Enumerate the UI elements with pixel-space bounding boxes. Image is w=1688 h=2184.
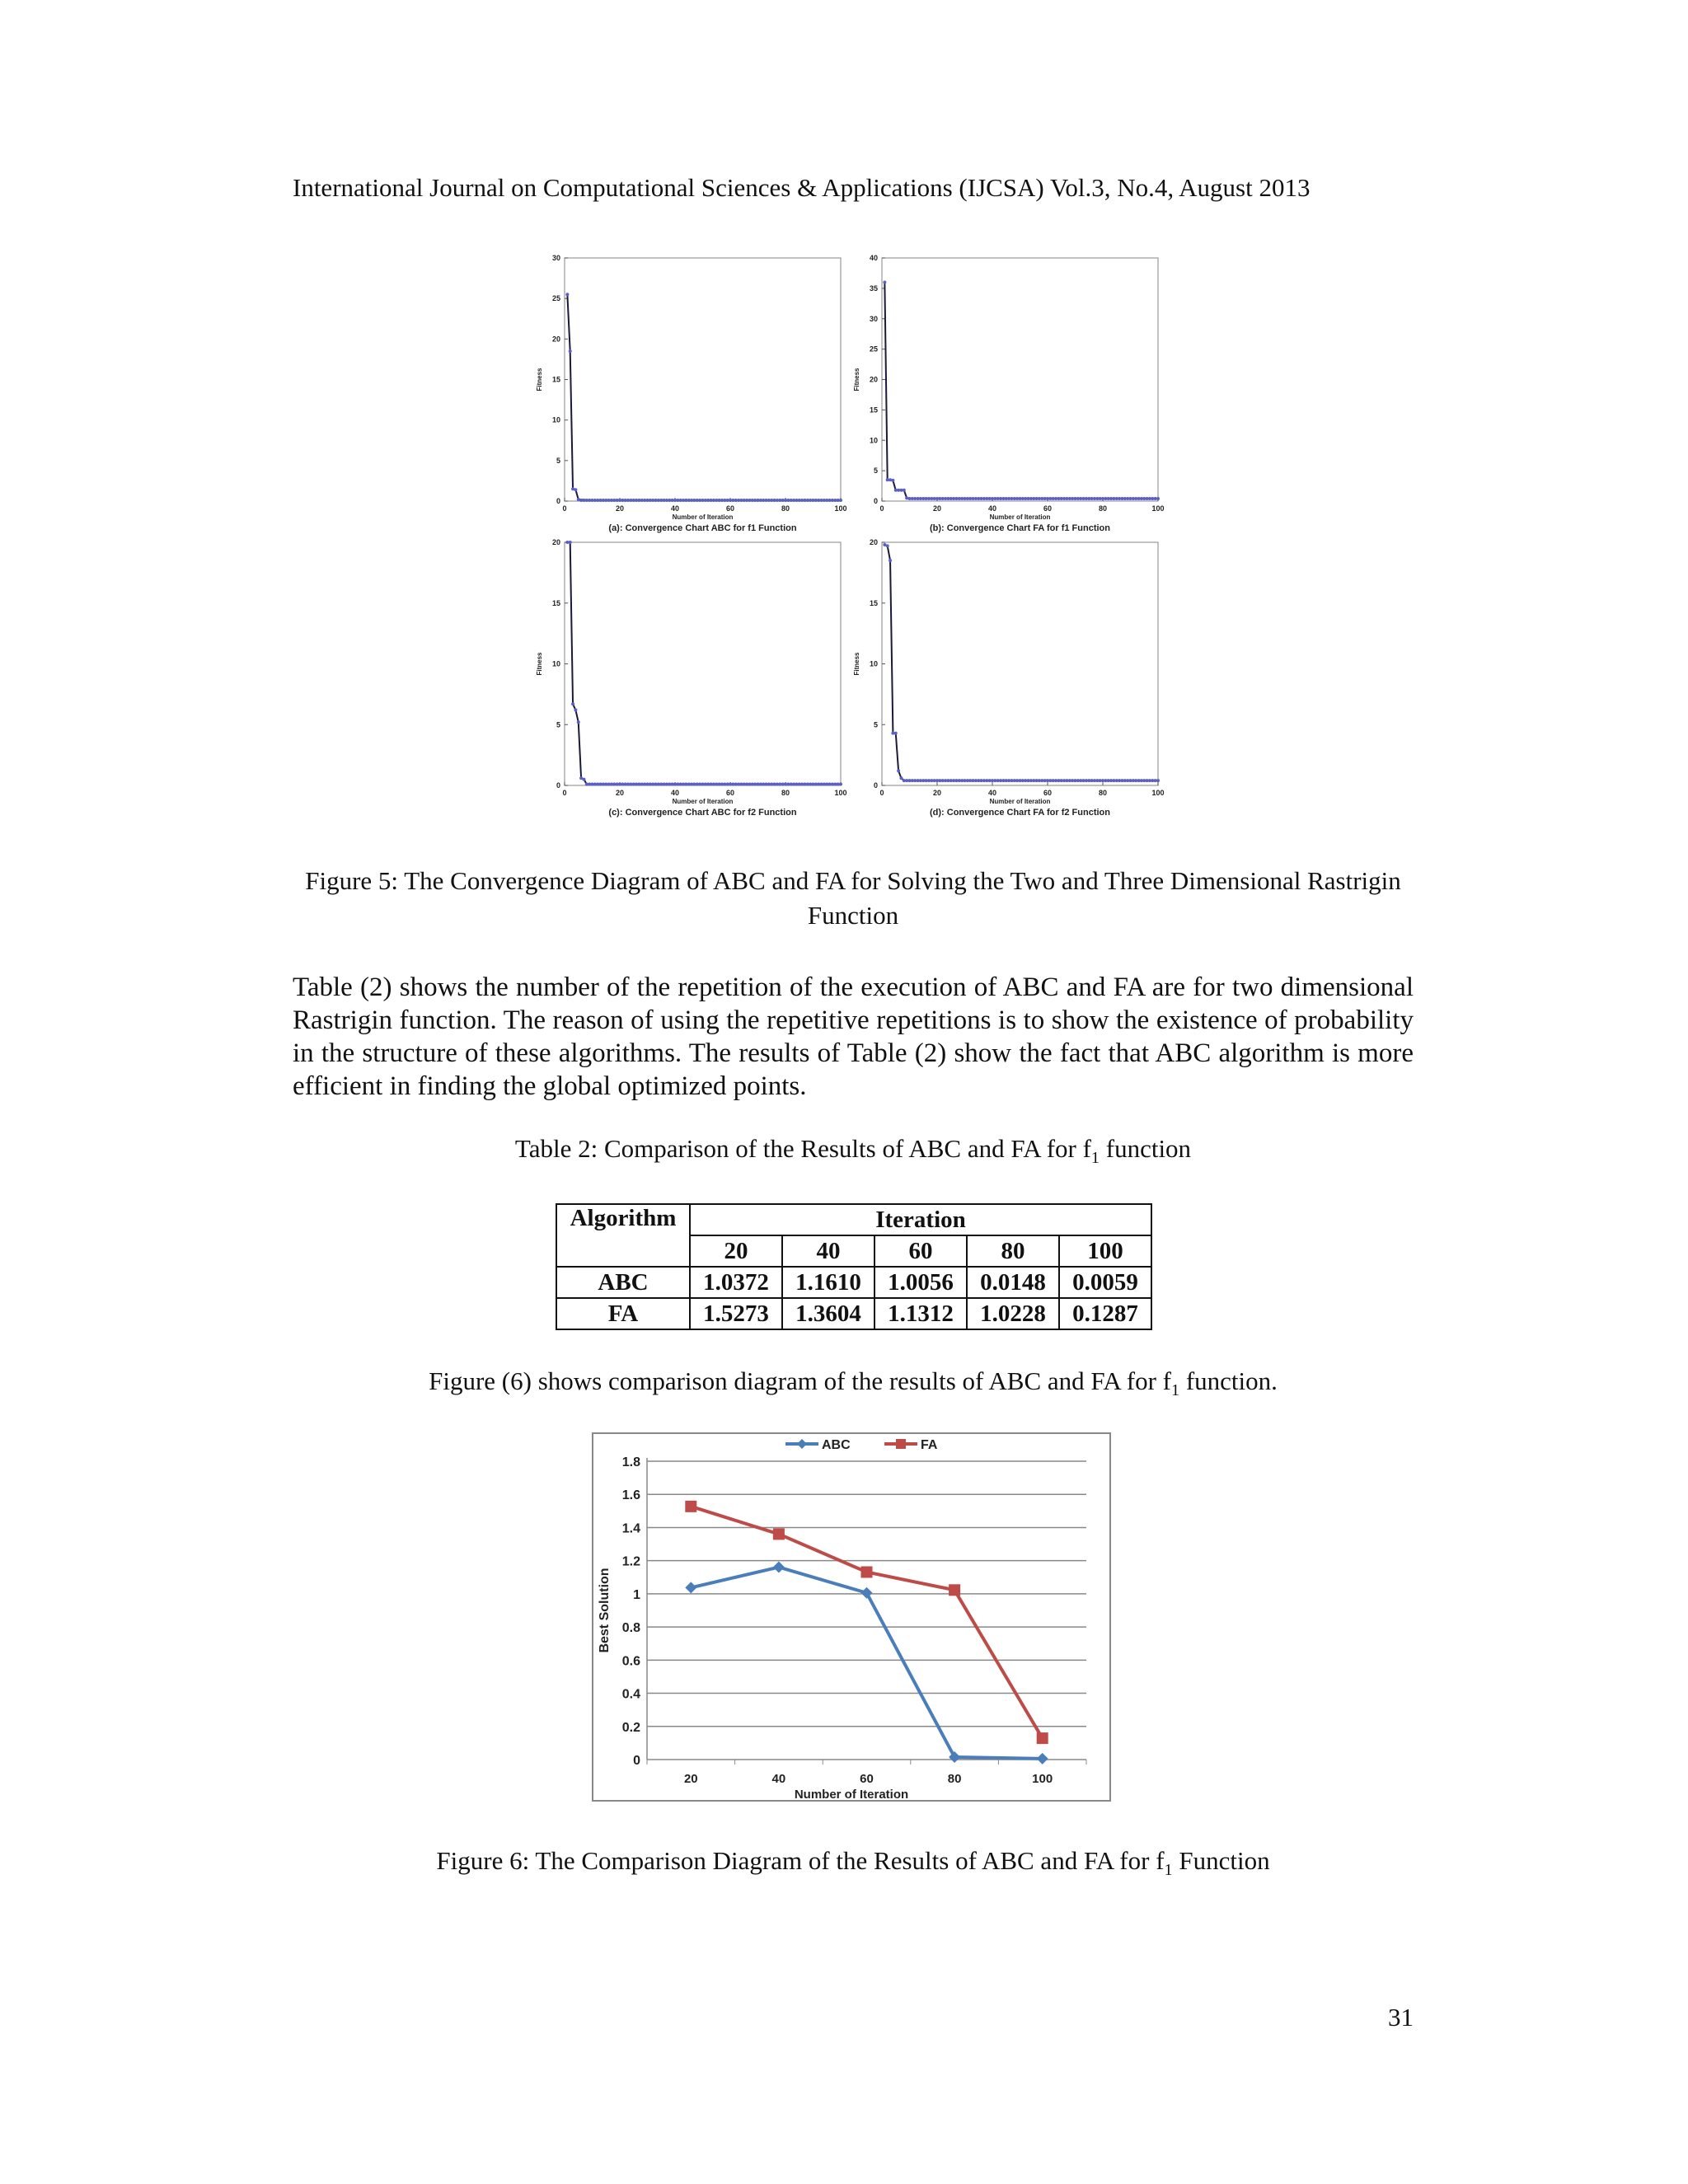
- data-point: [905, 496, 908, 499]
- data-point: [899, 776, 903, 780]
- col-header: 20: [690, 1235, 782, 1267]
- data-point: [891, 479, 894, 482]
- figure-6-chart: [592, 1432, 1115, 1803]
- col-header: 80: [967, 1235, 1059, 1267]
- table-header-row: [556, 1204, 1151, 1235]
- x-tick-label: 20: [615, 789, 625, 797]
- subplot-d: [853, 538, 1165, 818]
- y-tick-label: 30: [551, 254, 560, 262]
- y-tick-label: 10: [869, 659, 878, 668]
- figure-6-reference-text: Figure (6) shows comparison diagram of the results of ABC and FA for f: [429, 1366, 1171, 1395]
- x-tick-label: 100: [834, 789, 847, 797]
- y-tick-label: 15: [869, 405, 878, 415]
- figure-5-caption-line2: Function: [807, 901, 899, 930]
- figure-6-reference: [293, 1366, 1414, 1400]
- data-point: [903, 489, 906, 492]
- legend-label: ABC: [822, 1438, 851, 1452]
- x-tick-label: 40: [771, 1772, 786, 1786]
- x-tick-label: 60: [1043, 504, 1053, 513]
- y-tick-label: 1: [633, 1587, 640, 1602]
- figure-6-caption-text: Figure 6: The Comparison Diagram of the Results of ABC and FA for f: [436, 1846, 1165, 1875]
- header-algorithm: Algorithm: [556, 1204, 690, 1267]
- x-tick-label: 40: [987, 789, 997, 797]
- y-tick-label: 20: [869, 375, 878, 384]
- x-tick-label: 60: [1043, 789, 1053, 797]
- data-point: [883, 281, 886, 284]
- table-2-caption-sub: 1: [1090, 1149, 1100, 1168]
- x-tick-label: 80: [1098, 789, 1108, 797]
- legend-marker: [896, 1439, 906, 1449]
- data-point: [565, 293, 569, 296]
- table-row: [556, 1298, 1151, 1329]
- x-tick-label: 20: [683, 1772, 698, 1786]
- y-tick-label: 15: [551, 598, 560, 607]
- y-tick-label: 25: [869, 344, 878, 354]
- data-point: [582, 778, 585, 781]
- y-axis-label: Fitness: [536, 652, 543, 676]
- y-tick-label: 0.8: [621, 1621, 640, 1636]
- y-tick-label: 5: [556, 456, 560, 465]
- data-point: [577, 720, 580, 724]
- y-tick-label: 20: [551, 335, 560, 344]
- table-cell: 1.0056: [874, 1267, 967, 1298]
- x-tick-label: 0: [562, 504, 567, 513]
- legend-label: FA: [921, 1438, 938, 1452]
- y-tick-label: 1.4: [621, 1521, 640, 1536]
- y-tick-label: 20: [551, 538, 560, 546]
- subplot-title: (d): Convergence Chart FA for f2 Function: [930, 808, 1110, 818]
- y-tick-label: 20: [869, 538, 878, 546]
- x-tick-label: 0: [879, 789, 884, 797]
- x-tick-label: 80: [947, 1772, 962, 1786]
- y-tick-label: 5: [873, 466, 878, 476]
- plot-area: [882, 542, 1158, 785]
- page-number: 31: [1388, 2003, 1414, 2032]
- data-point: [897, 769, 900, 772]
- y-tick-label: 30: [869, 314, 878, 323]
- table-cell: 0.0059: [1059, 1267, 1151, 1298]
- x-tick-label: 60: [725, 504, 735, 513]
- table-cell: 1.1610: [782, 1267, 874, 1298]
- table-cell: 1.0228: [967, 1298, 1059, 1329]
- y-tick-label: 15: [869, 598, 878, 607]
- y-tick-label: 25: [551, 294, 560, 303]
- x-tick-label: 40: [670, 789, 680, 797]
- figure-5-caption-line1: Figure 5: The Convergence Diagram of ABC and FA for Solving the Two and Three Dimensional Rastrigin: [305, 866, 1401, 895]
- col-header: 60: [874, 1235, 967, 1267]
- table-2-caption: [293, 1134, 1414, 1168]
- y-axis-label: Fitness: [536, 368, 543, 391]
- y-tick-label: 10: [551, 415, 560, 424]
- table-cell: 0.0148: [967, 1267, 1059, 1298]
- data-point: [839, 783, 842, 786]
- figure-6-caption: [293, 1844, 1414, 1887]
- table-cell: 1.5273: [690, 1298, 782, 1329]
- y-tick-label: 40: [869, 254, 878, 262]
- results-table: [556, 1203, 1152, 1330]
- col-header: 100: [1059, 1235, 1151, 1267]
- table-row: [556, 1267, 1151, 1298]
- y-tick-label: 5: [873, 720, 878, 729]
- fa-marker: [1037, 1732, 1048, 1744]
- y-tick-label: 0: [556, 497, 560, 505]
- subplot-title: (a): Convergence Chart ABC for f1 Function: [608, 523, 797, 533]
- fa-marker: [773, 1528, 785, 1540]
- fa-marker: [949, 1584, 960, 1596]
- x-tick-label: 0: [562, 789, 567, 797]
- data-point: [894, 732, 898, 735]
- plot-area: [882, 258, 1158, 501]
- y-tick-label: 0.6: [621, 1654, 640, 1669]
- figure-6-caption-tail: Function: [1172, 1846, 1270, 1875]
- x-tick-label: 100: [1151, 789, 1165, 797]
- x-tick-label: 20: [932, 504, 942, 513]
- y-tick-label: 0.4: [621, 1687, 640, 1702]
- y-axis-label: Fitness: [853, 368, 860, 391]
- chart-frame: [593, 1433, 1110, 1801]
- x-tick-label: 100: [1032, 1772, 1053, 1786]
- x-tick-label: 40: [987, 504, 997, 513]
- figure-5-caption: [293, 864, 1414, 933]
- col-header: 40: [782, 1235, 874, 1267]
- y-axis-label: Fitness: [853, 652, 860, 676]
- data-point: [886, 544, 889, 547]
- table-2-caption-text: Table 2: Comparison of the Results of ABC and FA for f: [514, 1134, 1091, 1163]
- x-axis-label: Number of Iteration: [989, 798, 1051, 805]
- figure-6-reference-tail: function.: [1179, 1366, 1278, 1395]
- y-tick-label: 0: [873, 497, 878, 505]
- table-2-caption-tail: function: [1100, 1134, 1192, 1163]
- row-label: FA: [556, 1298, 690, 1329]
- data-point: [569, 541, 572, 544]
- x-tick-label: 80: [781, 789, 790, 797]
- y-tick-label: 0: [873, 781, 878, 790]
- fa-marker: [861, 1567, 873, 1578]
- figure-6-caption-sub: 1: [1164, 1861, 1173, 1880]
- x-axis-label: Number of Iteration: [672, 798, 734, 805]
- data-point: [1156, 497, 1160, 500]
- body-paragraph: Table (2) shows the number of the repetition of the execution of ABC and FA are for two dimensional Rastrigin function. The reason of using the repetitive repetitions is to show the existence of probability in the structure of these algorithms. The results of Table (2) show the fact that ABC algorithm is more efficient in finding the global optimized points.: [293, 972, 1414, 1101]
- data-point: [889, 559, 892, 562]
- x-tick-label: 80: [1098, 504, 1108, 513]
- table-cell: 1.3604: [782, 1298, 874, 1329]
- data-point: [574, 488, 577, 491]
- y-tick-label: 5: [556, 720, 560, 729]
- y-tick-label: 0: [633, 1754, 640, 1768]
- data-point: [839, 499, 842, 502]
- x-tick-label: 20: [615, 504, 625, 513]
- x-tick-label: 60: [725, 789, 735, 797]
- x-tick-label: 100: [834, 504, 847, 513]
- subplot-title: (b): Convergence Chart FA for f1 Function: [930, 523, 1110, 533]
- y-tick-label: 1.6: [621, 1488, 640, 1503]
- table-cell: 0.1287: [1059, 1298, 1151, 1329]
- x-axis-label: Number of Iteration: [989, 513, 1051, 521]
- y-tick-label: 0.2: [621, 1720, 640, 1735]
- y-tick-label: 35: [869, 284, 878, 293]
- figure-5: [528, 247, 1170, 824]
- table-cell: 1.0372: [690, 1267, 782, 1298]
- x-tick-label: 100: [1151, 504, 1165, 513]
- x-tick-label: 80: [781, 504, 790, 513]
- x-tick-label: 0: [879, 504, 884, 513]
- plot-area: [565, 542, 841, 785]
- subplot-title: (c): Convergence Chart ABC for f2 Function: [608, 808, 797, 818]
- y-axis-label: Best Solution: [598, 1568, 612, 1653]
- x-tick-label: 40: [670, 504, 680, 513]
- x-tick-label: 20: [932, 789, 942, 797]
- running-header: International Journal on Computational Sciences & Applications (IJCSA) Vol.3, No.4, August 2013: [293, 173, 1311, 202]
- table-cell: 1.1312: [874, 1298, 967, 1329]
- header-iteration: Iteration: [690, 1204, 1151, 1235]
- y-tick-label: 1.2: [621, 1554, 640, 1569]
- y-tick-label: 10: [551, 659, 560, 668]
- data-point: [574, 709, 577, 712]
- y-tick-label: 15: [551, 375, 560, 384]
- subplot-b: [853, 254, 1165, 533]
- x-axis-label: Number of Iteration: [672, 513, 734, 521]
- x-tick-label: 60: [860, 1772, 874, 1786]
- figure-6-reference-sub: 1: [1171, 1381, 1180, 1400]
- y-tick-label: 10: [869, 436, 878, 445]
- x-axis-label: Number of Iteration: [794, 1788, 909, 1802]
- data-point: [1156, 779, 1160, 782]
- data-point: [889, 478, 892, 481]
- subplot-a: [536, 254, 847, 533]
- row-label: ABC: [556, 1267, 690, 1298]
- y-tick-label: 0: [556, 781, 560, 790]
- fa-marker: [685, 1501, 696, 1512]
- data-point: [571, 702, 574, 705]
- plot-area: [565, 258, 841, 501]
- y-tick-label: 1.8: [621, 1455, 640, 1469]
- subplot-c: [536, 538, 847, 818]
- data-point: [569, 349, 572, 353]
